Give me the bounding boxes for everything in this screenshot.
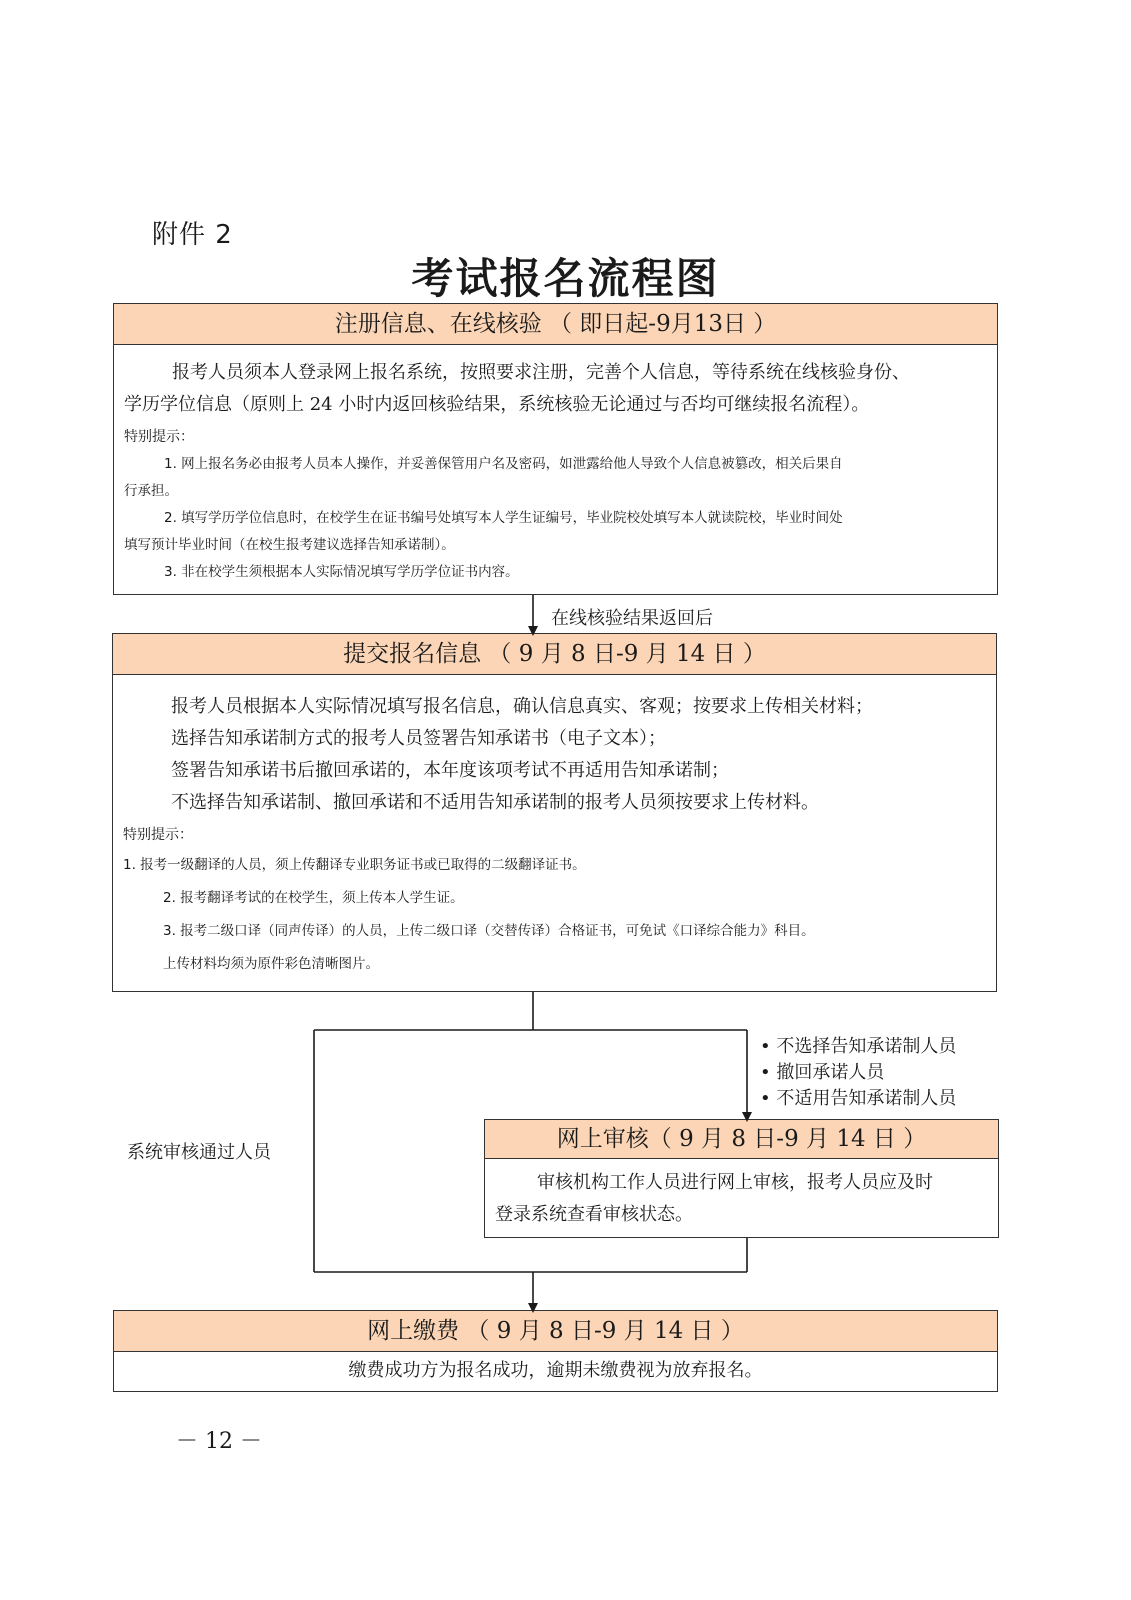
step-register-note: 填写预计毕业时间（在校生报考建议选择告知承诺制）。 xyxy=(124,537,455,553)
step-review-title: 网上审核（ 9 月 8 日-9 月 14 日 ） xyxy=(485,1120,998,1159)
page-number: － 12 － xyxy=(176,1429,262,1454)
step-submit-line: 签署告知承诺书后撤回承诺的，本年度该项考试不再适用告知承诺制； xyxy=(171,760,729,781)
step-payment-body: 缴费成功方为报名成功，逾期未缴费视为放弃报名。 xyxy=(348,1360,763,1381)
step-review-line: 审核机构工作人员进行网上审核，报考人员应及时 xyxy=(537,1172,933,1193)
step-register-note: 3. 非在校学生须根据本人实际情况填写学历学位证书内容。 xyxy=(164,564,519,580)
branch-condition-item: • 不适用告知承诺制人员 xyxy=(760,1088,957,1109)
step-register-line: 学历学位信息（原则上 24 小时内返回核验结果，系统核验无论通过与否均可继续报名流程）。 xyxy=(124,394,870,415)
step-register-notes-title: 特别提示： xyxy=(124,429,194,445)
step-submit-line: 不选择告知承诺制、撤回承诺和不适用告知承诺制的报考人员须按要求上传材料。 xyxy=(171,792,819,813)
step-submit-note: 3. 报考二级口译（同声传译）的人员，上传二级口译（交替传译）合格证书，可免试《口译综合能力》科目。 xyxy=(163,923,815,939)
step-payment-title: 网上缴费 （ 9 月 8 日-9 月 14 日 ） xyxy=(114,1311,997,1352)
step-submit-note: 1. 报考一级翻译的人员，须上传翻译专业职务证书或已取得的二级翻译证书。 xyxy=(123,857,586,873)
step-submit-note: 上传材料均须为原件彩色清晰图片。 xyxy=(163,956,379,972)
step-register-note: 2. 填写学历学位信息时，在校学生在证书编号处填写本人学生证编号，毕业院校处填写本人就读院校，毕业时间处 xyxy=(164,510,843,526)
arrow-label-verification: 在线核验结果返回后 xyxy=(551,608,713,629)
attachment-label: 附件 2 xyxy=(152,220,233,250)
step-submit-line: 选择告知承诺制方式的报考人员签署告知承诺书（电子文本）； xyxy=(171,728,666,749)
step-submit-notes-title: 特别提示： xyxy=(123,827,193,843)
step-register-line: 报考人员须本人登录网上报名系统，按照要求注册，完善个人信息，等待系统在线核验身份、 xyxy=(172,362,910,383)
step-submit-line: 报考人员根据本人实际情况填写报名信息，确认信息真实、客观；按要求上传相关材料； xyxy=(171,696,873,717)
branch-condition-item: • 撤回承诺人员 xyxy=(760,1062,885,1083)
step-submit-title: 提交报名信息 （ 9 月 8 日-9 月 14 日 ） xyxy=(113,634,996,675)
step-register-title: 注册信息、在线核验 （ 即日起-9月13日 ） xyxy=(114,304,997,345)
branch-condition-item: • 不选择告知承诺制人员 xyxy=(760,1036,957,1057)
step-review-line: 登录系统查看审核状态。 xyxy=(495,1204,693,1225)
step-submit-note: 2. 报考翻译考试的在校学生，须上传本人学生证。 xyxy=(163,890,464,906)
step-register-note: 行承担。 xyxy=(124,483,178,499)
branch-approved-label: 系统审核通过人员 xyxy=(127,1142,271,1163)
step-register-note: 1. 网上报名务必由报考人员本人操作，并妥善保管用户名及密码，如泄露给他人导致个人信息被篡改，相关后果自 xyxy=(164,456,843,472)
document-title: 考试报名流程图 xyxy=(411,254,720,303)
